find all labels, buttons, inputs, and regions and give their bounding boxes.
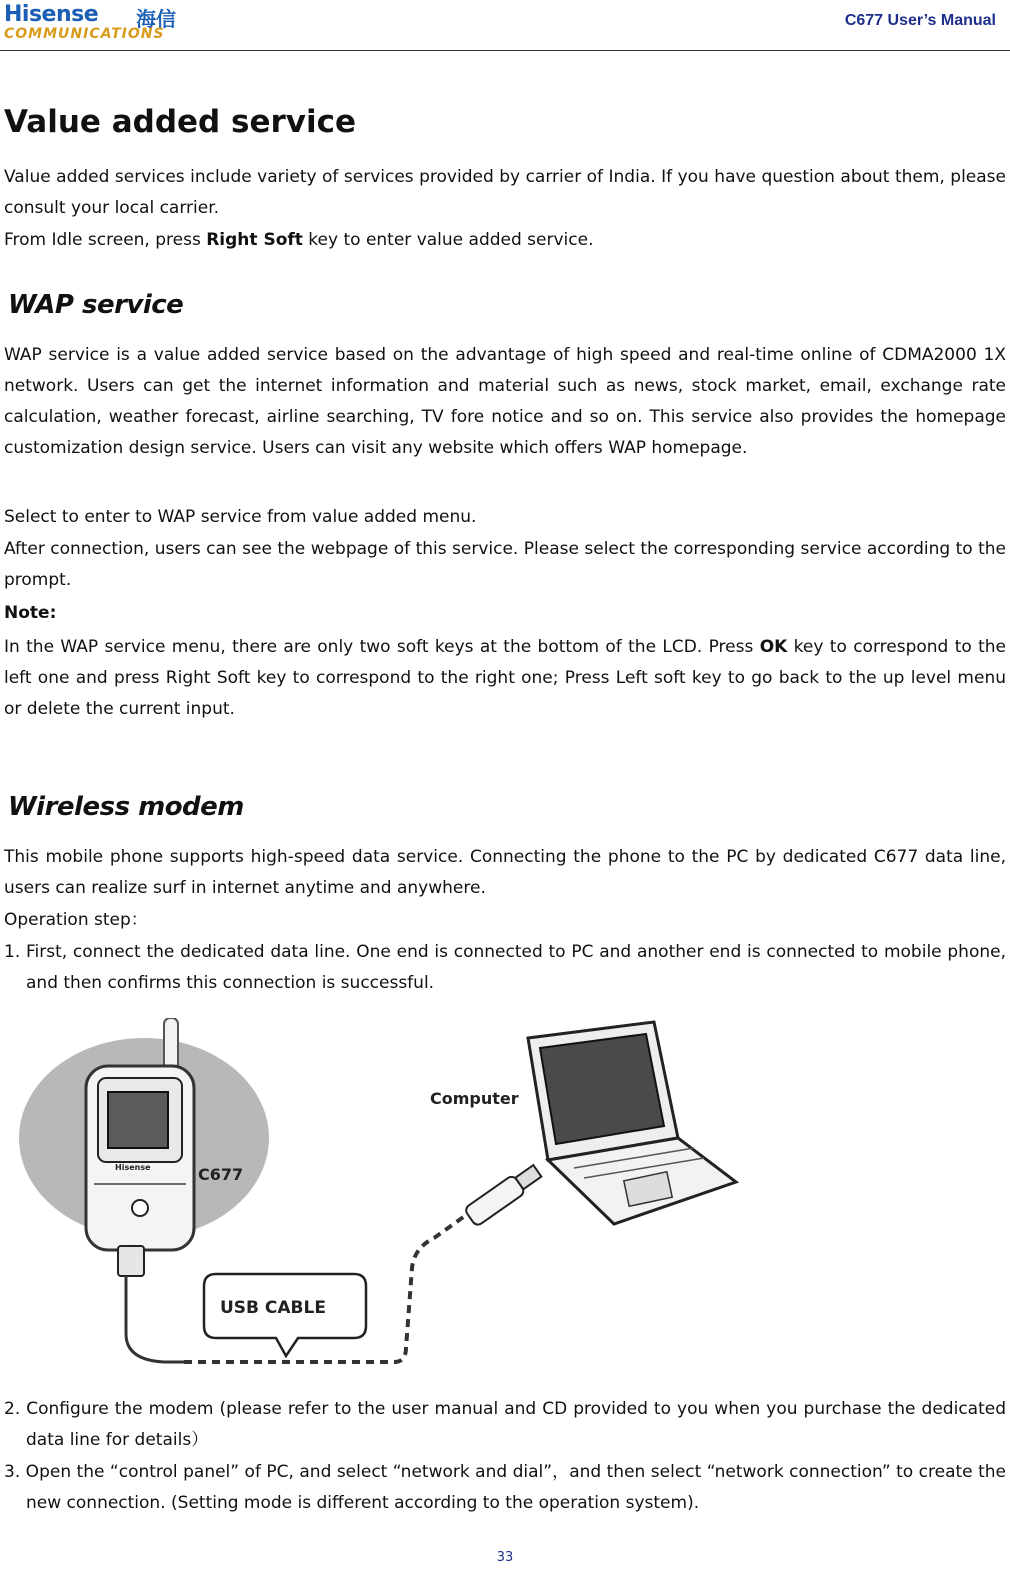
logo-brand-cn: 海信 <box>136 7 176 31</box>
modem-heading: Wireless modem <box>8 792 244 822</box>
wap-note-text <box>4 632 1006 725</box>
usb-plug <box>464 1162 544 1227</box>
operation-step-label: Operation step： <box>4 910 148 930</box>
ok-key-label: OK <box>759 637 788 657</box>
wap-select-instruction: Select to enter to WAP service from value added menu. <box>4 507 477 527</box>
intro-paragraph: Value added services include variety of services provided by carrier of India. If you have question about them, please consult your local carrier. <box>4 167 1006 218</box>
note-text-before: In the WAP service menu, there are only two soft keys at the bottom of the LCD. Press <box>4 637 760 657</box>
laptop <box>528 1022 736 1224</box>
wap-description: WAP service is a value added service based on the advantage of high speed and real-time online of CDMA2000 1X network. Users can get the internet information and material such as news, stock market, email, exchange rate calculation, weather forecast, airline searching, TV fore notice and so on. This service also provides the homepage customization design service. Users can visit any website which offers WAP homepage. <box>4 345 1006 458</box>
right-soft-key-label: Right Soft <box>206 230 303 250</box>
note-text-after: key to correspond to the left one and press Right Soft key to correspond to the right one; Press Left soft key to go back to the up level menu or delete the current input. <box>4 637 1007 719</box>
operation-step-1: 1. First, connect the dedicated data line. One end is connected to PC and another end is connected to mobile phone, and then confirms this connection is successful. <box>4 942 1006 993</box>
manual-title: C677 User’s Manual <box>844 12 996 29</box>
note-label: Note: <box>4 603 57 623</box>
intro-text-before: From Idle screen, press <box>4 230 207 250</box>
logo-brand: Hisense <box>4 2 99 27</box>
wap-heading: WAP service <box>8 290 184 320</box>
phone-logo-button <box>132 1200 148 1216</box>
cable-solid <box>126 1276 184 1362</box>
modem-description: This mobile phone supports high-speed data service. Connecting the phone to the PC by dedicated C677 data line, users can realize surf in internet anytime and anywhere. <box>4 847 1006 898</box>
hisense-logo <box>4 2 194 46</box>
operation-step-3: 3. Open the “control panel” of PC, and select “network and dial”，and then select “network connection” to create the new connection. (Setting mode is different according to the operation system). <box>4 1462 1006 1513</box>
phone-screen <box>108 1092 168 1148</box>
intro-text-after: key to enter value added service. <box>302 230 594 250</box>
wap-connection-instruction: After connection, users can see the webpage of this service. Please select the corresponding service according to the prompt. <box>4 539 1006 590</box>
phone-brand: Hisense <box>115 1163 151 1172</box>
usb-cable-label: USB CABLE <box>220 1298 326 1318</box>
page-header <box>0 0 1010 51</box>
phone-label: C677 <box>198 1165 244 1184</box>
phone-connector <box>118 1246 144 1276</box>
logo-subtitle: COMMUNICATIONS <box>4 26 165 42</box>
intro-instruction <box>4 225 1006 256</box>
usb-connection-illustration <box>14 1018 754 1374</box>
page-number: 33 <box>496 1550 514 1565</box>
computer-label: Computer <box>430 1089 519 1108</box>
operation-step-2: 2. Configure the modem (please refer to the user manual and CD provided to you when you purchase the dedicated data line for details） <box>4 1399 1006 1450</box>
section-title: Value added service <box>4 104 357 140</box>
